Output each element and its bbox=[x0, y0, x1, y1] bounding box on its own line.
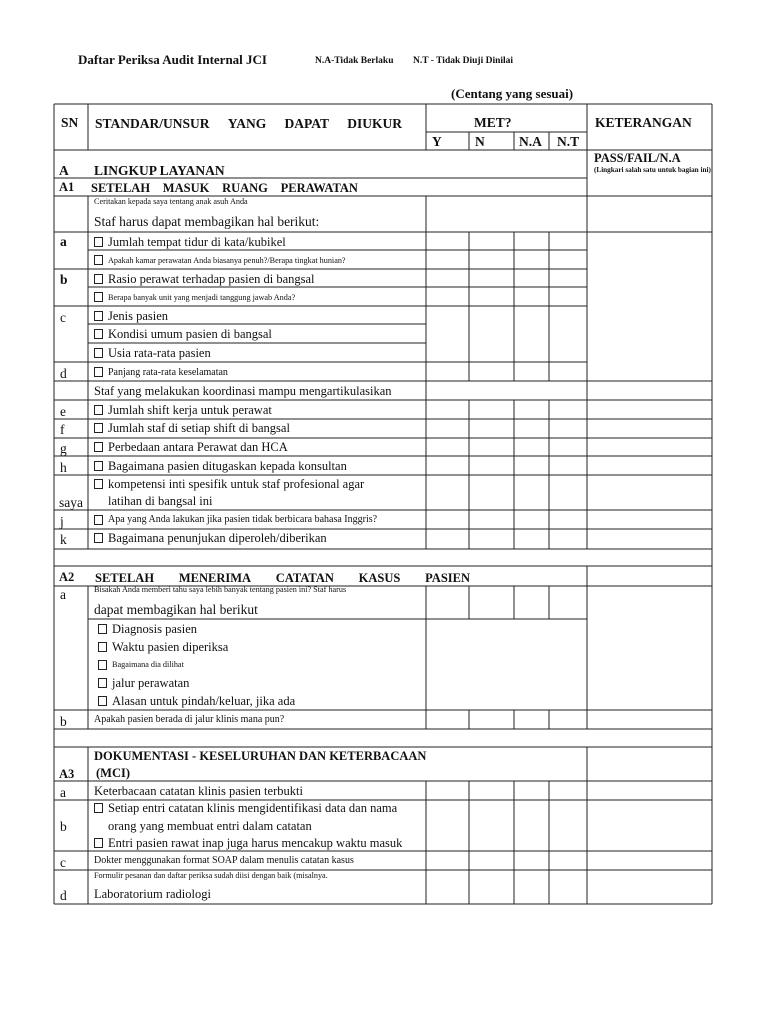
a1-item-text: Panjang rata-rata keselamatan bbox=[108, 367, 228, 378]
a1-item-sn: saya bbox=[59, 495, 83, 510]
a3-c-text: Dokter menggunakan format SOAP dalam menulis catatan kasus bbox=[94, 855, 354, 866]
a1-item-text: Kondisi umum pasien di bangsal bbox=[108, 327, 272, 341]
a1-item-text: kompetensi inti spesifik untuk staf profesional agar bbox=[108, 477, 365, 491]
col-header-remarks: KETERANGAN bbox=[595, 115, 692, 130]
a2-b-sn: b bbox=[60, 714, 67, 729]
a2-a-sn: a bbox=[60, 587, 66, 602]
a1-item-sn: b bbox=[60, 272, 68, 287]
a1-intro-small: Ceritakan kepada saya tentang anak asuh Anda bbox=[94, 197, 248, 206]
a2-item-text: jalur perawatan bbox=[112, 676, 190, 690]
a1-intro: Staf harus dapat membagikan hal berikut: bbox=[94, 214, 320, 229]
a2-intro: dapat membagikan hal berikut bbox=[94, 602, 258, 617]
checkbox-icon[interactable] bbox=[94, 461, 103, 471]
checkbox-icon[interactable] bbox=[94, 292, 103, 302]
a1-item-sn: h bbox=[60, 460, 67, 475]
document-title: Daftar Periksa Audit Internal JCI bbox=[78, 52, 267, 67]
a1-item-sn: g bbox=[60, 441, 67, 456]
checkbox-icon[interactable] bbox=[94, 515, 103, 525]
checkbox-icon[interactable] bbox=[94, 348, 103, 358]
pass-fail-label: PASS/FAIL/N.A bbox=[594, 151, 681, 165]
a1-coord-intro: Staf yang melakukan koordinasi mampu mengartikulasikan bbox=[94, 384, 392, 398]
col-header-n: N bbox=[475, 134, 485, 149]
a1-item-sn: j bbox=[60, 514, 64, 529]
checkbox-icon[interactable] bbox=[94, 479, 103, 489]
a1-item-text: Jenis pasien bbox=[108, 309, 169, 323]
a3-title: DOKUMENTASI - KESELURUHAN DAN KETERBACAAN bbox=[94, 749, 427, 763]
col-header-standard: STANDAR/UNSUR YANG DAPAT DIUKUR bbox=[95, 116, 402, 131]
a1-item-text: Jumlah shift kerja untuk perawat bbox=[108, 403, 272, 417]
a3-b-text: Setiap entri catatan klinis mengidentifikasi data dan nama bbox=[108, 801, 398, 815]
nt-legend: N.T - Tidak Diuji Dinilai bbox=[413, 56, 514, 66]
col-header-met: MET? bbox=[474, 115, 512, 130]
a2-item-text: Alasan untuk pindah/keluar, jika ada bbox=[112, 694, 296, 708]
a3-a-text: Keterbacaan catatan klinis pasien terbukti bbox=[94, 784, 303, 798]
checkbox-icon[interactable] bbox=[98, 696, 107, 706]
circle-note: (Lingkari salah satu untuk bagian ini) bbox=[594, 166, 711, 174]
a1-title: SETELAH MASUK RUANG PERAWATAN bbox=[91, 181, 358, 195]
a1-item-text: Bagaimana penunjukan diperoleh/diberikan bbox=[108, 531, 327, 545]
a3-c-sn: c bbox=[60, 855, 66, 870]
a1-item-text: Bagaimana pasien ditugaskan kepada konsultan bbox=[108, 459, 347, 473]
checkbox-icon[interactable] bbox=[94, 423, 103, 433]
a3-d-text-small: Formulir pesanan dan daftar periksa sudah diisi dengan baik (misalnya. bbox=[94, 871, 328, 880]
a2-item-text: Bagaimana dia dilihat bbox=[112, 660, 184, 669]
a1-item-text: Jumlah tempat tidur di kata/kubikel bbox=[108, 235, 286, 249]
a1-item-text: Berapa banyak unit yang menjadi tanggung jawab Anda? bbox=[108, 293, 296, 302]
a1-item-text: Apa yang Anda lakukan jika pasien tidak berbicara bahasa Inggris? bbox=[108, 514, 378, 525]
a3-d-text: Laboratorium radiologi bbox=[94, 887, 211, 901]
checkbox-icon[interactable] bbox=[98, 624, 107, 634]
a3-b-text: orang yang membuat entri dalam catatan bbox=[108, 819, 312, 833]
a3-sn: A3 bbox=[59, 767, 75, 781]
checkbox-icon[interactable] bbox=[94, 311, 103, 321]
a3-a-sn: a bbox=[60, 785, 66, 800]
checkbox-icon[interactable] bbox=[94, 803, 103, 813]
a2-sn: A2 bbox=[59, 570, 75, 584]
checkbox-icon[interactable] bbox=[94, 255, 103, 265]
checkbox-icon[interactable] bbox=[94, 442, 103, 452]
a1-item-sn: f bbox=[60, 422, 65, 437]
a1-item-text: Rasio perawat terhadap pasien di bangsal bbox=[108, 272, 315, 286]
checkbox-icon[interactable] bbox=[94, 533, 103, 543]
na-legend: N.A-Tidak Berlaku bbox=[315, 56, 394, 66]
check-note: (Centang yang sesuai) bbox=[451, 86, 574, 101]
a1-item-text: Perbedaan antara Perawat dan HCA bbox=[108, 440, 288, 454]
a3-b-sn: b bbox=[60, 819, 67, 834]
a2-item-text: Waktu pasien diperiksa bbox=[112, 640, 229, 654]
checkbox-icon[interactable] bbox=[98, 660, 107, 670]
a1-item-sn: d bbox=[60, 366, 67, 381]
col-header-y: Y bbox=[432, 134, 442, 149]
checkbox-icon[interactable] bbox=[98, 642, 107, 652]
a3-title-suffix: (MCI) bbox=[96, 766, 131, 780]
a2-item-text: Diagnosis pasien bbox=[112, 622, 198, 636]
a1-item-text: Usia rata-rata pasien bbox=[108, 346, 211, 360]
a1-item-text: latihan di bangsal ini bbox=[108, 494, 213, 508]
section-a-sn: A bbox=[59, 163, 69, 178]
checkbox-icon[interactable] bbox=[98, 678, 107, 688]
checkbox-icon[interactable] bbox=[94, 237, 103, 247]
a3-d-sn: d bbox=[60, 888, 67, 903]
checkbox-icon[interactable] bbox=[94, 405, 103, 415]
a1-item-sn: k bbox=[60, 532, 67, 547]
col-header-na: N.A bbox=[519, 134, 542, 149]
a1-item-sn: e bbox=[60, 404, 66, 419]
a1-item-sn: a bbox=[60, 234, 67, 249]
a1-item-text: Apakah kamar perawatan Anda biasanya penuh?/Berapa tingkat hunian? bbox=[108, 256, 346, 265]
a2-title: SETELAH MENERIMA CATATAN KASUS PASIEN bbox=[95, 571, 470, 585]
checkbox-icon[interactable] bbox=[94, 274, 103, 284]
col-header-sn: SN bbox=[61, 115, 79, 130]
checkbox-icon[interactable] bbox=[94, 838, 103, 848]
a2-b-text: Apakah pasien berada di jalur klinis mana pun? bbox=[94, 714, 285, 725]
checkbox-icon[interactable] bbox=[94, 329, 103, 339]
checkbox-icon[interactable] bbox=[94, 367, 103, 377]
col-header-nt: N.T bbox=[557, 134, 580, 149]
a1-item-text: Jumlah staf di setiap shift di bangsal bbox=[108, 421, 290, 435]
section-a-title: LINGKUP LAYANAN bbox=[94, 163, 225, 178]
a1-sn: A1 bbox=[59, 180, 75, 194]
a3-b-text: Entri pasien rawat inap juga harus mencakup waktu masuk bbox=[108, 836, 403, 850]
a2-intro-small: Bisakah Anda memberi tahu saya lebih banyak tentang pasien ini? Staf harus bbox=[94, 585, 347, 594]
a1-item-sn: c bbox=[60, 310, 66, 325]
